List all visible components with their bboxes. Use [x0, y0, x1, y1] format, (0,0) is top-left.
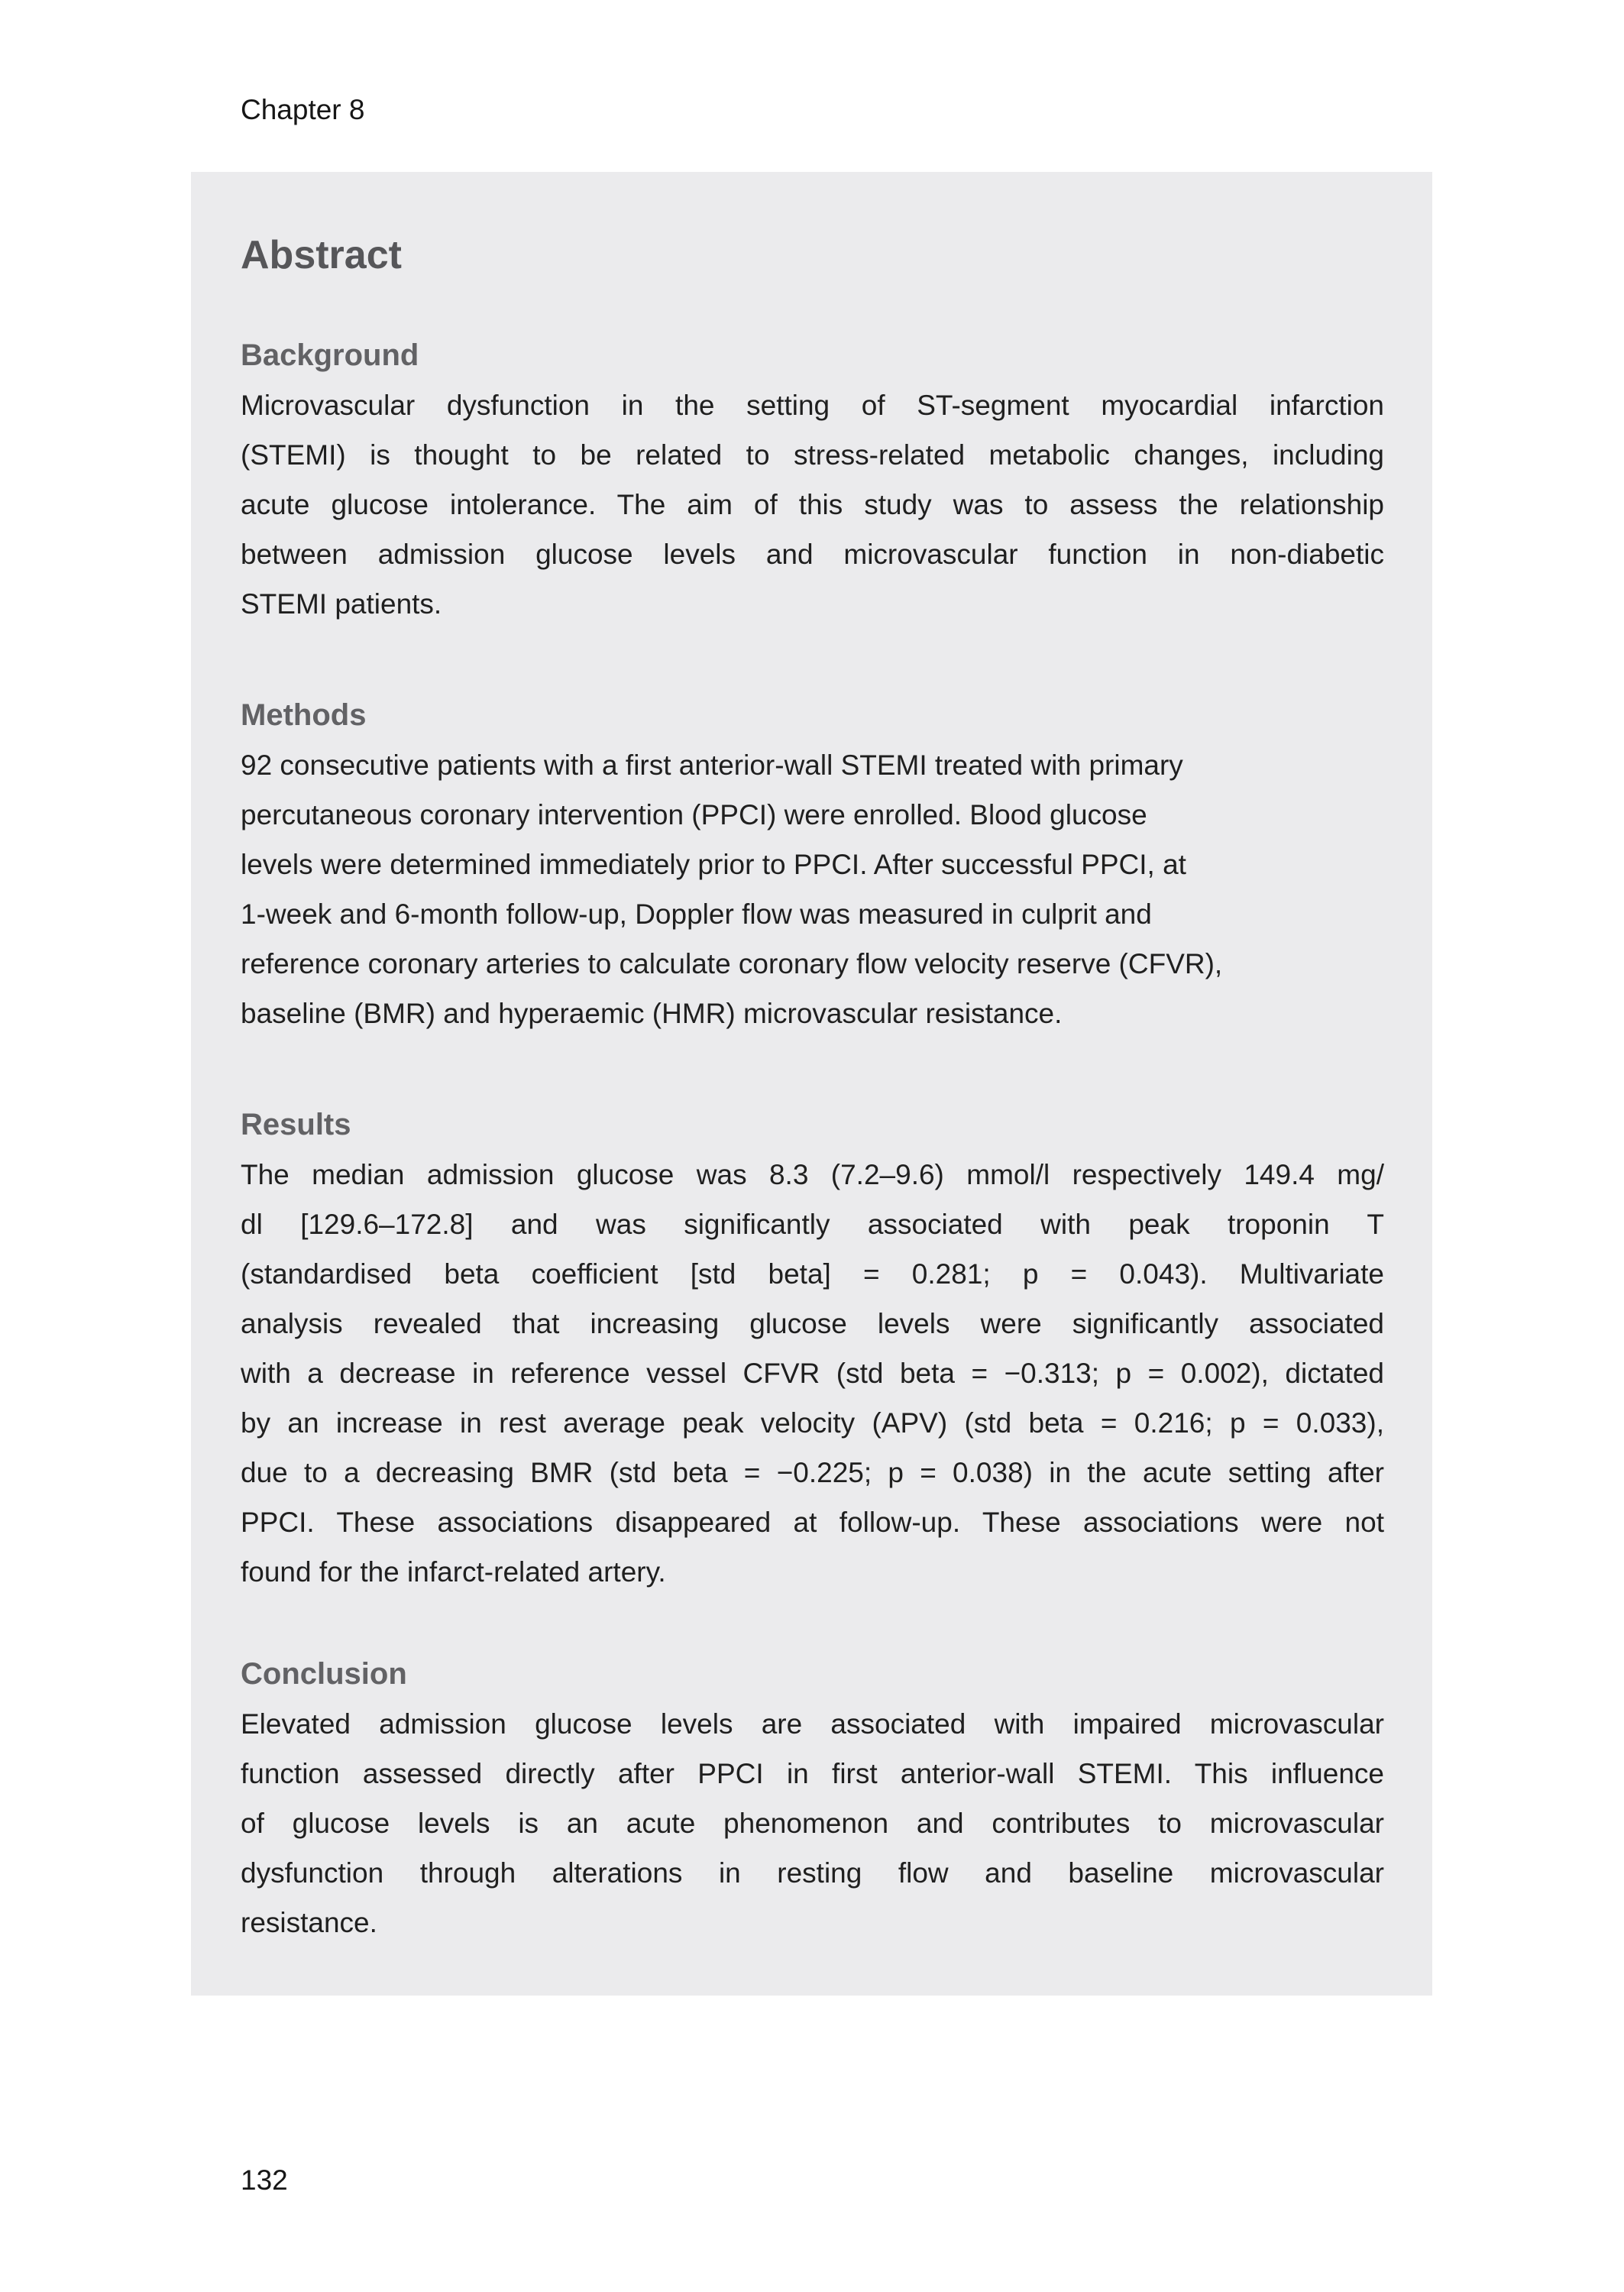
- text-line: by an increase in rest average peak velocity (APV) (std beta = 0.216; p = 0.033),: [241, 1407, 1384, 1439]
- page-number: 132: [241, 2164, 288, 2196]
- text-line: STEMI patients.: [241, 588, 442, 620]
- section-heading-results: Results: [241, 1108, 351, 1141]
- abstract-panel: [191, 172, 1432, 1996]
- section-background: [241, 331, 1384, 629]
- text-line: (standardised beta coefficient [std beta] = 0.281; p = 0.043). Multivariate: [241, 1258, 1384, 1290]
- section-heading-methods: Methods: [241, 698, 367, 732]
- section-paragraph-results: [241, 1150, 1384, 1597]
- section-results: [241, 1100, 1384, 1597]
- section-methods: [241, 691, 1384, 1038]
- text-line: 92 consecutive patients with a first anterior-wall STEMI treated with primary: [241, 749, 1183, 781]
- text-line: of glucose levels is an acute phenomenon and contributes to microvascular: [241, 1808, 1384, 1839]
- text-line: percutaneous coronary intervention (PPCI) were enrolled. Blood glucose: [241, 799, 1147, 830]
- chapter-label: Chapter 8: [241, 94, 365, 125]
- section-heading-background: Background: [241, 338, 419, 372]
- text-line: The median admission glucose was 8.3 (7.2–9.6) mmol/l respectively 149.4 mg/: [241, 1159, 1384, 1190]
- text-line: between admission glucose levels and microvascular function in non-diabetic: [241, 539, 1384, 570]
- text-line: acute glucose intolerance. The aim of this study was to assess the relationship: [241, 489, 1384, 520]
- text-line: (STEMI) is thought to be related to stress-related metabolic changes, including: [241, 439, 1384, 471]
- section-paragraph-background: [241, 380, 1384, 629]
- abstract-title: Abstract: [241, 233, 402, 277]
- text-line: dl [129.6–172.8] and was significantly associated with peak troponin T: [241, 1209, 1384, 1240]
- text-line: found for the infarct-related artery.: [241, 1556, 666, 1588]
- text-line: Microvascular dysfunction in the setting of ST-segment myocardial infarction: [241, 390, 1384, 421]
- text-line: dysfunction through alterations in resting flow and baseline microvascular: [241, 1857, 1384, 1889]
- section-conclusion: [241, 1649, 1384, 1947]
- text-line: due to a decreasing BMR (std beta = −0.225; p = 0.038) in the acute setting after: [241, 1457, 1384, 1488]
- text-line: reference coronary arteries to calculate coronary flow velocity reserve (CFVR),: [241, 948, 1223, 979]
- text-line: analysis revealed that increasing glucose levels were significantly associated: [241, 1308, 1384, 1339]
- section-paragraph-conclusion: [241, 1699, 1384, 1947]
- text-line: function assessed directly after PPCI in first anterior-wall STEMI. This influence: [241, 1758, 1384, 1789]
- text-line: 1-week and 6-month follow-up, Doppler flow was measured in culprit and: [241, 898, 1152, 930]
- text-line: with a decrease in reference vessel CFVR (std beta = −0.313; p = 0.002), dictated: [241, 1358, 1384, 1389]
- text-line: baseline (BMR) and hyperaemic (HMR) microvascular resistance.: [241, 998, 1063, 1029]
- text-line: levels were determined immediately prior to PPCI. After successful PPCI, at: [241, 849, 1186, 880]
- text-line: PPCI. These associations disappeared at follow-up. These associations were not: [241, 1507, 1384, 1538]
- section-paragraph-methods: [241, 740, 1384, 1038]
- text-line: resistance.: [241, 1907, 377, 1938]
- text-line: Elevated admission glucose levels are associated with impaired microvascular: [241, 1708, 1384, 1740]
- section-heading-conclusion: Conclusion: [241, 1657, 407, 1691]
